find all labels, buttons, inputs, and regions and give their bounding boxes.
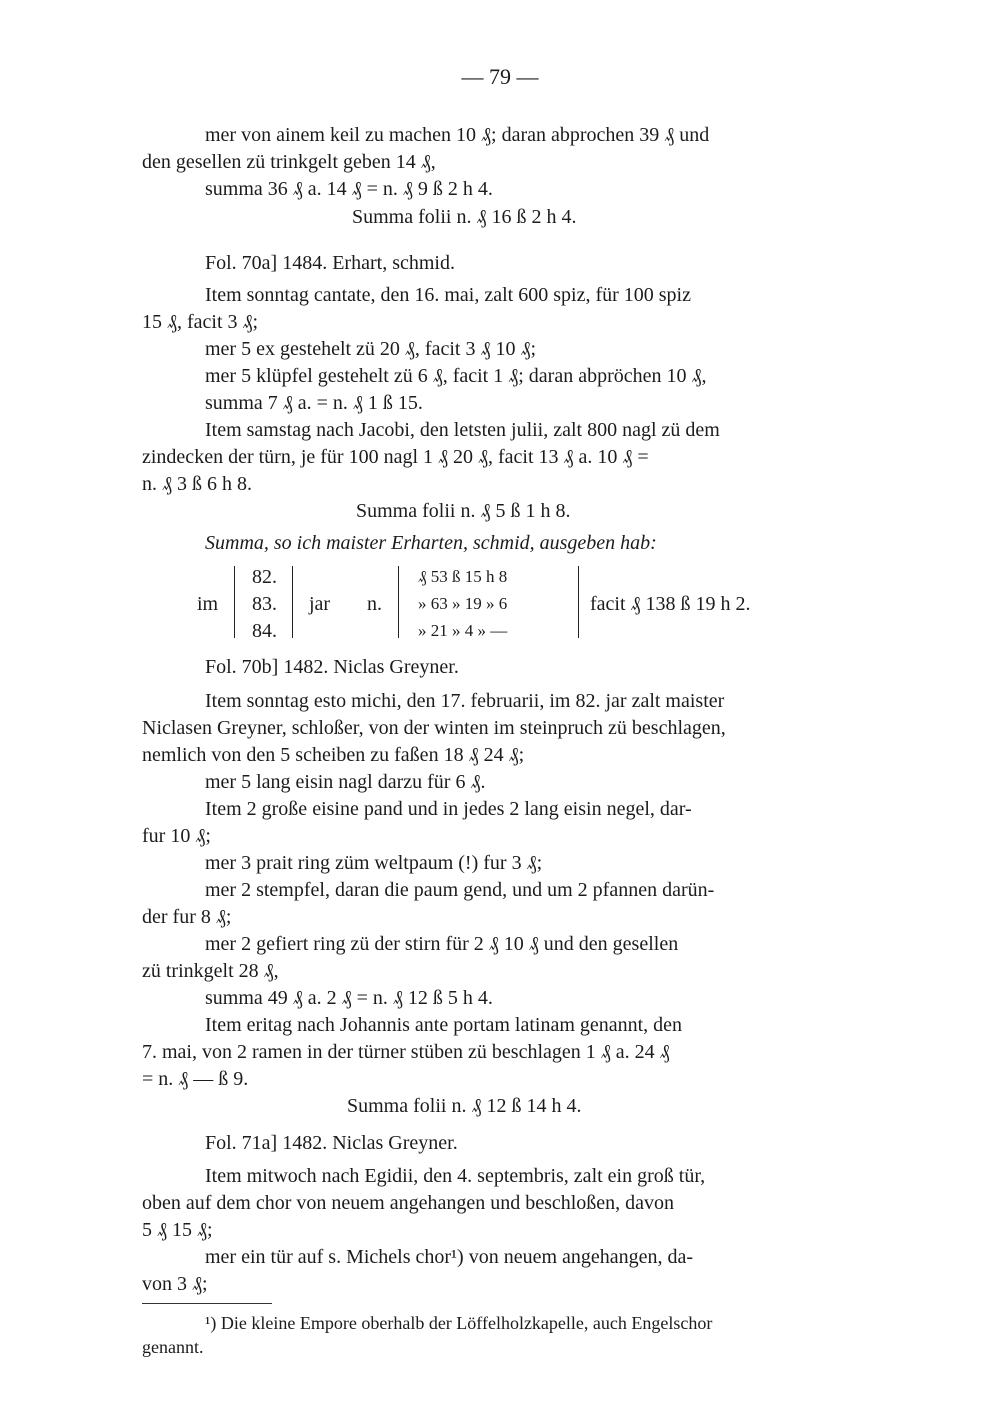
text-line: Item samstag nach Jacobi, den letsten julii, zalt 800 nagl zü dem bbox=[205, 419, 720, 441]
folio-heading: Fol. 70b] 1482. Niclas Greyner. bbox=[205, 656, 459, 678]
text-line: summa 7 ₰ a. = n. ₰ 1 ß 15. bbox=[205, 392, 423, 414]
text-line: mer von ainem keil zu machen 10 ₰; daran abprochen 39 ₰ und bbox=[205, 124, 710, 146]
text-line: Item eritag nach Johannis ante portam latinam genannt, den bbox=[205, 1014, 683, 1036]
amount-bracket-left bbox=[398, 566, 399, 638]
folio-heading: Fol. 70a] 1484. Erhart, schmid. bbox=[205, 252, 455, 274]
table-amount: ₰ 53 ß 15 h 8 bbox=[418, 567, 508, 586]
text-line: = n. ₰ — ß 9. bbox=[142, 1068, 249, 1090]
year-bracket bbox=[292, 566, 293, 638]
text-line: mer 5 lang eisin nagl darzu für 6 ₰. bbox=[205, 771, 486, 793]
page-number: — 79 — bbox=[461, 64, 539, 89]
text-line: Item sonntag cantate, den 16. mai, zalt 600 spiz, für 100 spiz bbox=[205, 284, 691, 306]
text-line: Item 2 große eisine pand und in jedes 2 lang eisin negel, dar- bbox=[205, 798, 692, 820]
table-year: 83. bbox=[252, 593, 277, 615]
text-line: fur 10 ₰; bbox=[142, 825, 211, 847]
text-line: zü trinkgelt 28 ₰, bbox=[142, 960, 279, 982]
summary-heading: Summa, so ich maister Erharten, schmid, ausgeben hab: bbox=[205, 532, 657, 554]
table-year: 84. bbox=[252, 620, 277, 642]
text-line: mer ein tür auf s. Michels chor¹) von neuem angehangen, da- bbox=[205, 1246, 694, 1268]
text-line: oben auf dem chor von neuem angehangen und beschloßen, davon bbox=[142, 1192, 675, 1214]
amount-bracket-right bbox=[578, 566, 579, 638]
table-amount: » 63 » 19 » 6 bbox=[418, 594, 508, 613]
folio-sum: Summa folii n. ₰ 5 ß 1 h 8. bbox=[356, 500, 571, 522]
text-line: mer 3 prait ring züm weltpaum (!) fur 3 ₰; bbox=[205, 852, 543, 874]
table-year: 82. bbox=[252, 566, 277, 588]
text-line: mer 2 gefiert ring zü der stirn für 2 ₰ 10 ₰ und den gesellen bbox=[205, 933, 679, 955]
text-line: 15 ₰, facit 3 ₰; bbox=[142, 311, 259, 333]
table-im: im bbox=[197, 593, 219, 615]
left-bracket bbox=[234, 566, 235, 638]
folio-sum: Summa folii n. ₰ 12 ß 14 h 4. bbox=[347, 1095, 582, 1117]
text-line: mer 5 klüpfel gestehelt zü 6 ₰, facit 1 ₰; daran abpröchen 10 ₰, bbox=[205, 365, 707, 387]
text-line: mer 2 stempfel, daran die paum gend, und um 2 pfannen darün- bbox=[205, 879, 715, 901]
text-line: mer 5 ex gestehelt zü 20 ₰, facit 3 ₰ 10 ₰; bbox=[205, 338, 537, 360]
table-amount: » 21 » 4 » — bbox=[418, 621, 508, 640]
text-line: von 3 ₰; bbox=[142, 1273, 208, 1295]
text-line: den gesellen zü trinkgelt geben 14 ₰, bbox=[142, 151, 436, 173]
folio-sum: Summa folii n. ₰ 16 ß 2 h 4. bbox=[352, 206, 577, 228]
text-line: Item sonntag esto michi, den 17. februarii, im 82. jar zalt maister bbox=[205, 690, 725, 712]
text-line: nemlich von den 5 scheiben zu faßen 18 ₰ 24 ₰; bbox=[142, 744, 525, 766]
table-jar: jar bbox=[309, 593, 331, 615]
text-line: Item mitwoch nach Egidii, den 4. septembris, zalt ein groß tür, bbox=[205, 1165, 706, 1187]
text-line: der fur 8 ₰; bbox=[142, 906, 232, 928]
footnote-line: genannt. bbox=[142, 1337, 204, 1357]
footnote-rule bbox=[142, 1303, 272, 1304]
text-line: n. ₰ 3 ß 6 h 8. bbox=[142, 473, 252, 495]
text-line: zindecken der türn, je für 100 nagl 1 ₰ 20 ₰, facit 13 ₰ a. 10 ₰ = bbox=[142, 446, 649, 468]
text-line: Niclasen Greyner, schloßer, von der winten im steinpruch zü beschlagen, bbox=[142, 717, 726, 739]
text-line: 5 ₰ 15 ₰; bbox=[142, 1219, 213, 1241]
footnote-line: ¹) Die kleine Empore oberhalb der Löffelholzkapelle, auch Engelschor bbox=[205, 1313, 713, 1333]
table-facit: facit ₰ 138 ß 19 h 2. bbox=[590, 593, 751, 615]
text-line: summa 49 ₰ a. 2 ₰ = n. ₰ 12 ß 5 h 4. bbox=[205, 987, 493, 1009]
text-line: 7. mai, von 2 ramen in der türner stüben zü beschlagen 1 ₰ a. 24 ₰ bbox=[142, 1041, 670, 1063]
text-line: summa 36 ₰ a. 14 ₰ = n. ₰ 9 ß 2 h 4. bbox=[205, 178, 493, 200]
table-n: n. bbox=[367, 593, 382, 615]
folio-heading: Fol. 71a] 1482. Niclas Greyner. bbox=[205, 1132, 458, 1154]
